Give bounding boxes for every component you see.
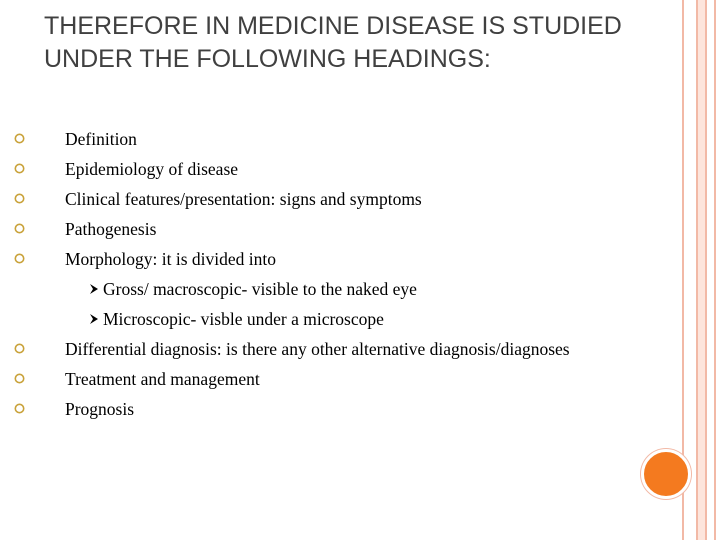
open-circle-bullet-icon	[14, 373, 25, 384]
sub-list-item	[14, 278, 634, 301]
list-item-text: Treatment and management	[65, 369, 260, 389]
arrowhead-bullet-icon	[88, 283, 100, 295]
sub-list-item-text: Microscopic- visble under a microscope	[103, 309, 384, 329]
list-item-text: Pathogenesis	[65, 219, 157, 239]
open-circle-bullet-icon	[14, 343, 25, 354]
orange-circle-icon	[641, 449, 691, 499]
sub-list-item-text: Gross/ macroscopic- visible to the naked eye	[103, 279, 417, 299]
open-circle-bullet-icon	[14, 193, 25, 204]
decorative-rail	[705, 0, 707, 540]
list-item-text: Definition	[65, 129, 137, 149]
decorative-rail-fill	[698, 0, 705, 540]
arrowhead-bullet-icon	[88, 313, 100, 325]
decorative-rail	[714, 0, 716, 540]
list-item	[14, 128, 634, 151]
open-circle-bullet-icon	[14, 253, 25, 264]
open-circle-bullet-icon	[14, 133, 25, 144]
list-item	[14, 338, 634, 361]
open-circle-bullet-icon	[14, 403, 25, 414]
open-circle-bullet-icon	[14, 223, 25, 234]
list-item-text: Morphology: it is divided into	[65, 249, 276, 269]
list-item	[14, 248, 634, 271]
bullet-list	[14, 128, 634, 428]
list-item-text: Epidemiology of disease	[65, 159, 239, 179]
sub-list-item	[14, 308, 634, 331]
list-item-text: Differential diagnosis: is there any other alternative diagnosis/diagnoses	[65, 339, 570, 359]
list-item-text: Clinical features/presentation: signs and symptoms	[65, 189, 422, 209]
list-item	[14, 158, 634, 181]
slide-title: THEREFORE IN MEDICINE DISEASE IS STUDIED UNDER THE FOLLOWING HEADINGS:	[44, 12, 622, 73]
list-item	[14, 398, 634, 421]
decorative-rail	[696, 0, 698, 540]
list-item	[14, 368, 634, 391]
open-circle-bullet-icon	[14, 163, 25, 174]
list-item-text: Prognosis	[65, 399, 135, 419]
list-item	[14, 218, 634, 241]
list-item	[14, 188, 634, 211]
